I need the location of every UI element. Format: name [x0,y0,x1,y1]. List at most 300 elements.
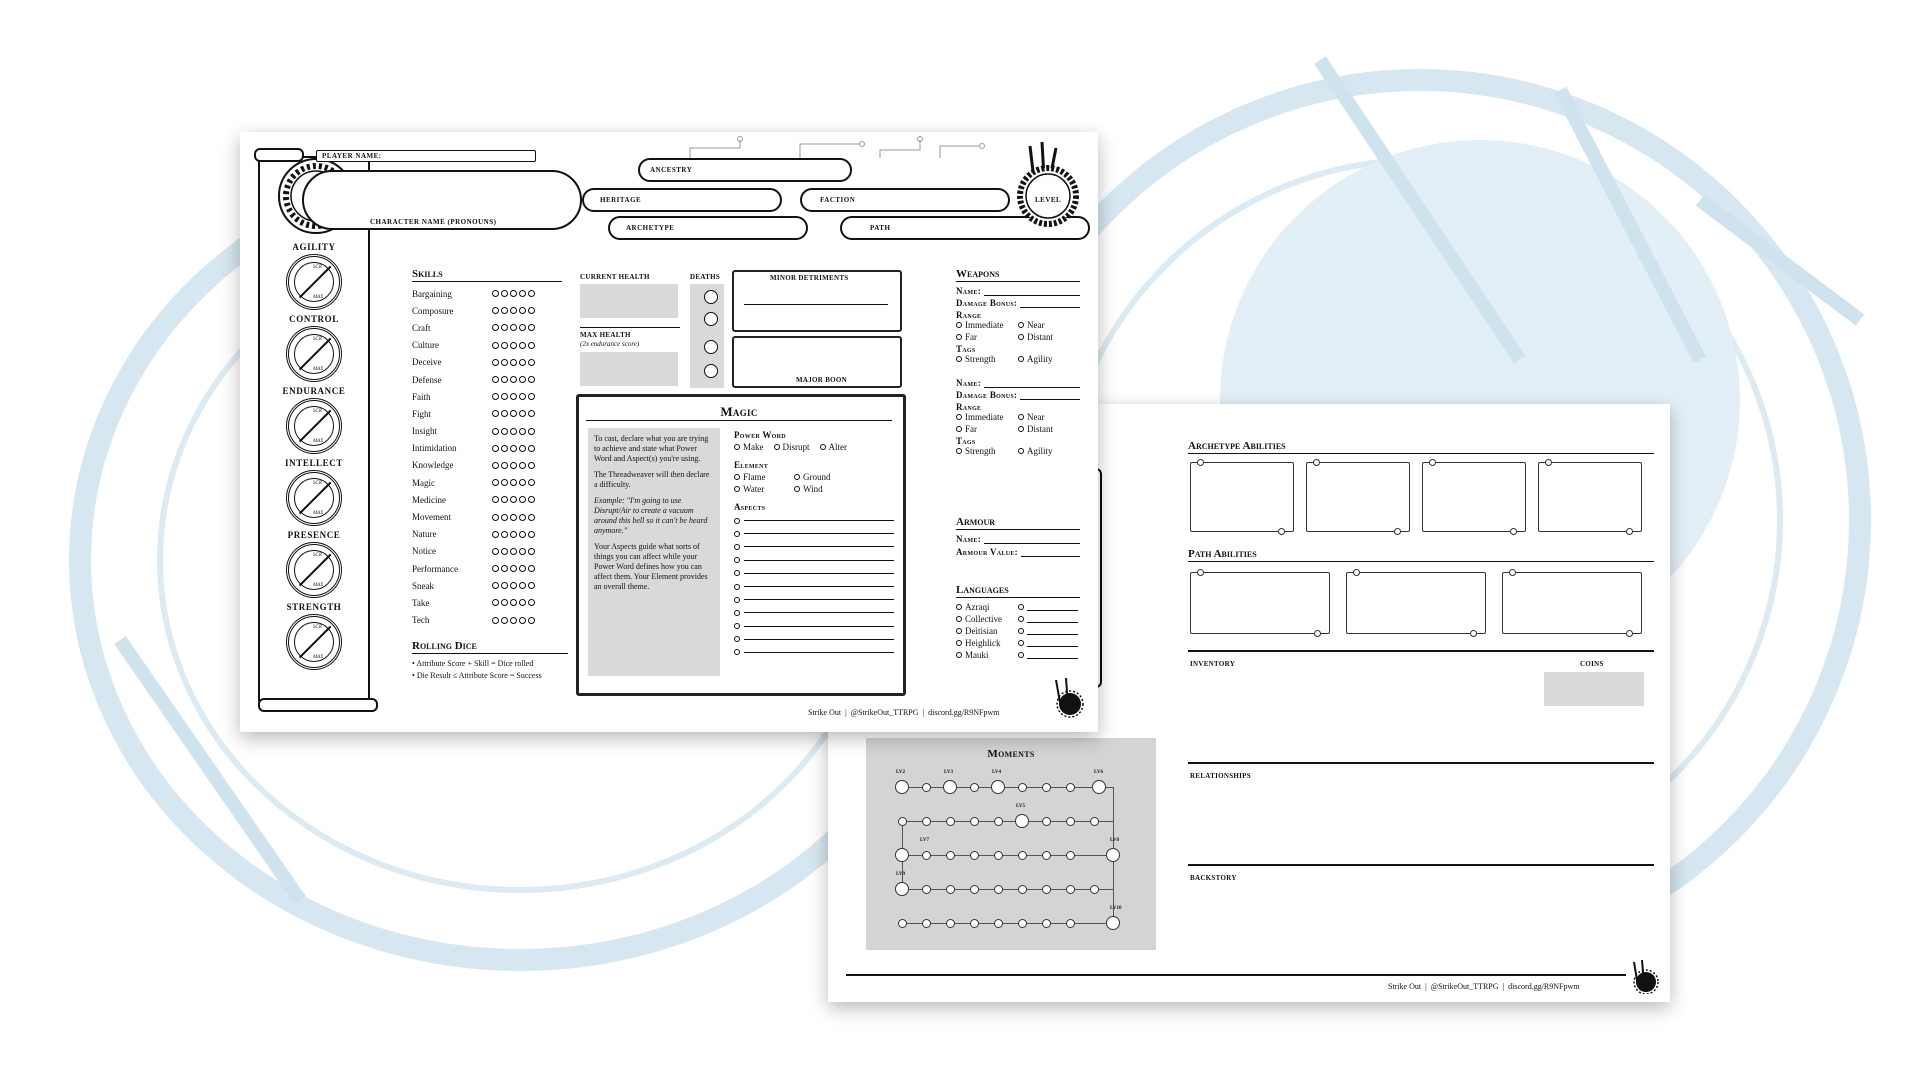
skill-pip[interactable] [492,462,499,469]
skill-pip[interactable] [492,290,499,297]
range-option[interactable]: Near [1018,320,1078,330]
skill-pip[interactable] [528,324,535,331]
range-option[interactable]: Distant [1018,332,1078,342]
skill-pip[interactable] [501,462,508,469]
armour-value-label: Armour Value: [956,547,1018,557]
power-word-option[interactable]: Make [734,442,764,452]
path-ability-slot[interactable] [1346,572,1486,634]
range-option[interactable]: Distant [1018,424,1078,434]
skill-pip[interactable] [528,445,535,452]
moment-milestone[interactable] [1015,814,1029,828]
skill-pip[interactable] [528,548,535,555]
skill-row [412,457,562,474]
moment-dot[interactable] [994,817,1003,826]
skill-pip[interactable] [501,582,508,589]
death-check[interactable] [704,340,718,354]
skill-pip[interactable] [528,531,535,538]
element-option[interactable]: Wind [794,484,854,494]
skill-name: Notice [412,546,436,557]
skill-pip[interactable] [519,324,526,331]
skill-pip[interactable] [528,565,535,572]
moment-dot[interactable] [994,885,1003,894]
element-option[interactable]: Water [734,484,794,494]
magic-title: Magic [586,404,892,421]
skill-pip[interactable] [510,548,517,555]
skill-row [412,337,562,354]
moment-dot[interactable] [898,919,907,928]
skill-pip[interactable] [519,496,526,503]
character-sheet-page-1 [240,132,1098,732]
strike-out-logo [1628,960,1660,994]
skill-pip[interactable] [501,324,508,331]
heritage-label: HERITAGE [600,196,642,204]
skill-pip[interactable] [501,410,508,417]
skill-pip[interactable] [501,428,508,435]
weapon-tags-label: Tags [956,436,976,446]
weapon-range-label: Range [956,402,982,412]
moment-dot[interactable] [946,817,955,826]
moments-panel: Moments LV2 LV3 LV4 LV5 LV6 LV7 LV8 LV9 LV10 [866,738,1156,950]
attribute-dial[interactable]: SCR MAX [286,542,342,598]
skill-pip[interactable] [519,514,526,521]
skill-pip[interactable] [519,479,526,486]
skill-pip[interactable] [501,496,508,503]
moment-milestone[interactable] [991,780,1005,794]
skill-pip[interactable] [528,496,535,503]
range-option[interactable]: Far [956,332,1018,342]
skill-row [412,388,562,405]
moment-dot[interactable] [946,851,955,860]
skill-pip[interactable] [528,359,535,366]
moment-dot[interactable] [994,919,1003,928]
range-option[interactable]: Far [956,424,1018,434]
skill-pip[interactable] [519,307,526,314]
attribute-dial[interactable]: SCR MAX [286,254,342,310]
skill-name: Bargaining [412,288,452,299]
language-option[interactable]: Deitisian [956,626,1018,636]
weapon-damage-label: Damage Bonus: [956,390,1018,400]
moment-dot[interactable] [922,885,931,894]
attribute-endurance: ENDURANCE SCR MAX [274,386,354,454]
moments-title: Moments [987,748,1035,760]
attribute-presence: PRESENCE SCR MAX [274,530,354,598]
skill-pip[interactable] [519,599,526,606]
archetype-ability-slot[interactable] [1306,462,1410,532]
moment-dot[interactable] [1042,817,1051,826]
skill-pip[interactable] [492,324,499,331]
moment-milestone[interactable] [895,848,909,862]
skill-name: Take [412,597,430,608]
moment-dot[interactable] [970,817,979,826]
aspect-slot[interactable] [734,514,894,527]
attribute-dial[interactable]: SCR MAX [286,614,342,670]
current-health-field[interactable] [580,284,678,318]
skill-pip[interactable] [510,428,517,435]
moment-dot[interactable] [922,919,931,928]
moment-dot[interactable] [946,885,955,894]
attribute-dial[interactable]: SCR MAX [286,398,342,454]
armour-title: Armour [956,516,1080,530]
moment-dot[interactable] [922,851,931,860]
skill-pip[interactable] [501,479,508,486]
moment-dot[interactable] [970,919,979,928]
skill-name: Movement [412,512,451,523]
moment-dot[interactable] [970,851,979,860]
moment-milestone[interactable] [943,780,957,794]
language-blank[interactable] [1018,638,1078,648]
moment-dot[interactable] [1042,885,1051,894]
skill-pip[interactable] [510,376,517,383]
moment-dot[interactable] [898,817,907,826]
skill-row [412,543,562,560]
weapons-title: Weapons [956,268,1080,282]
deaths-label: DEATHS [690,273,721,281]
element-option[interactable]: Ground [794,472,854,482]
moment-dot[interactable] [1018,919,1027,928]
skill-pip[interactable] [519,617,526,624]
language-option[interactable]: Heighlick [956,638,1018,648]
moment-dot[interactable] [922,817,931,826]
skill-pip[interactable] [510,617,517,624]
relationships-label: RELATIONSHIPS [1190,772,1251,780]
weapon-name-label: Name: [956,286,981,296]
path-label: PATH [870,224,891,232]
skill-pip[interactable] [528,376,535,383]
element-title: Element [734,460,769,470]
skill-pip[interactable] [519,548,526,555]
languages-title: Languages [956,584,1080,598]
skill-pip[interactable] [519,359,526,366]
circuit-decoration [680,136,1020,160]
skill-pip[interactable] [510,479,517,486]
moment-dot[interactable] [1018,851,1027,860]
skill-pip[interactable] [519,376,526,383]
aspect-slot[interactable] [734,633,894,646]
aspect-slot[interactable] [734,593,894,606]
skill-row [412,508,562,525]
current-health-label: CURRENT HEALTH [580,273,650,281]
skill-pip[interactable] [501,359,508,366]
moment-dot[interactable] [1066,919,1075,928]
weapons-panel [956,268,1080,456]
skill-name: Tech [412,615,430,626]
moment-milestone[interactable] [1106,848,1120,862]
major-boon-label: MAJOR BOON [796,376,848,384]
skill-pip[interactable] [510,359,517,366]
path-abilities-title: Path Abilities [1188,548,1654,562]
aspect-slot[interactable] [734,620,894,633]
tag-option[interactable]: Agility [1018,354,1078,364]
skill-pip[interactable] [492,376,499,383]
skill-pip[interactable] [501,599,508,606]
max-health-field[interactable] [580,352,678,386]
weapon-tags-label: Tags [956,344,976,354]
language-option[interactable]: Azraqi [956,602,1018,612]
moment-dot[interactable] [1066,885,1075,894]
skill-pip[interactable] [492,582,499,589]
skill-name: Medicine [412,494,446,505]
skill-name: Knowledge [412,460,454,471]
skill-pip[interactable] [519,445,526,452]
moment-dot[interactable] [1066,783,1075,792]
language-blank[interactable] [1018,650,1078,660]
skill-pip[interactable] [501,376,508,383]
skill-name: Fight [412,408,432,419]
moment-dot[interactable] [1018,783,1027,792]
range-option[interactable]: Immediate [956,320,1018,330]
language-blank[interactable] [1018,614,1078,624]
skill-pip[interactable] [519,290,526,297]
skill-pip[interactable] [528,462,535,469]
skill-row [412,371,562,388]
skill-pip[interactable] [501,514,508,521]
weapon-damage-label: Damage Bonus: [956,298,1018,308]
moment-dot[interactable] [922,783,931,792]
skill-row [412,440,562,457]
skill-pip[interactable] [528,393,535,400]
skill-pip[interactable] [492,393,499,400]
coins-label: COINS [1580,660,1604,668]
moment-dot[interactable] [1018,885,1027,894]
skill-pip[interactable] [510,514,517,521]
skill-pip[interactable] [528,410,535,417]
skill-pip[interactable] [510,342,517,349]
skill-name: Deceive [412,357,442,368]
power-word-option[interactable]: Disrupt [774,442,810,452]
aspect-slot[interactable] [734,540,894,553]
max-health-note: (2x endurance score) [580,340,640,348]
archetype-ability-slot[interactable] [1538,462,1642,532]
moment-dot[interactable] [1090,885,1099,894]
player-name-label: PLAYER NAME: [322,152,382,160]
archetype-ability-slot[interactable] [1190,462,1294,532]
skills-title: Skills [412,268,562,282]
rolling-dice-title: Rolling Dice [412,640,568,654]
skill-name: Defense [412,374,442,385]
skill-name: Nature [412,529,437,540]
tag-option[interactable]: Agility [1018,446,1078,456]
element-option[interactable]: Flame [734,472,794,482]
moment-dot[interactable] [1042,783,1051,792]
skill-name: Culture [412,340,439,351]
strike-out-logo [1050,678,1086,718]
skill-pip[interactable] [519,565,526,572]
skill-name: Composure [412,305,454,316]
skill-pip[interactable] [492,565,499,572]
skill-row [412,577,562,594]
skill-pip[interactable] [528,599,535,606]
minor-detriments-label: MINOR DETRIMENTS [770,274,849,282]
skill-name: Intimidation [412,443,457,454]
languages-panel [956,584,1080,662]
path-ability-slot[interactable] [1502,572,1642,634]
skill-pip[interactable] [510,531,517,538]
aspect-slot[interactable] [734,580,894,593]
moment-dot[interactable] [1090,817,1099,826]
skill-pip[interactable] [519,531,526,538]
character-name-label: CHARACTER NAME (PRONOUNS) [370,218,497,226]
skill-pip[interactable] [492,428,499,435]
skill-pip[interactable] [501,445,508,452]
skill-name: Faith [412,391,431,402]
moment-dot[interactable] [970,885,979,894]
language-blank[interactable] [1018,626,1078,636]
skill-pip[interactable] [519,462,526,469]
skill-pip[interactable] [501,342,508,349]
skill-pip[interactable] [510,462,517,469]
skill-pip[interactable] [528,582,535,589]
skill-pip[interactable] [501,531,508,538]
skill-row [412,474,562,491]
moment-milestone[interactable] [1092,780,1106,794]
skill-row [412,423,562,440]
tag-option[interactable]: Strength [956,354,1018,364]
skill-pip[interactable] [501,565,508,572]
language-option[interactable]: Collective [956,614,1018,624]
aspects-title: Aspects [734,502,766,512]
skill-row [412,354,562,371]
skill-pip[interactable] [519,582,526,589]
skill-pip[interactable] [492,531,499,538]
skill-row [412,285,562,302]
skill-pip[interactable] [528,617,535,624]
skill-pip[interactable] [510,445,517,452]
aspect-slot[interactable] [734,527,894,540]
skill-pip[interactable] [519,342,526,349]
weapon-block [956,378,1080,456]
language-option[interactable]: Mauki [956,650,1018,660]
armour-name-label: Name: [956,534,981,544]
skill-pip[interactable] [528,479,535,486]
range-option[interactable]: Near [1018,412,1078,422]
skill-pip[interactable] [528,342,535,349]
moment-dot[interactable] [1066,817,1075,826]
skill-pip[interactable] [492,479,499,486]
aspect-slot[interactable] [734,567,894,580]
skill-pip[interactable] [501,290,508,297]
skill-row [412,612,562,629]
scroll-bottom-curl [258,698,378,712]
skill-row [412,319,562,336]
power-word-title: Power Word [734,430,786,440]
skill-pip[interactable] [510,324,517,331]
skill-pip[interactable] [528,428,535,435]
skill-pip[interactable] [528,307,535,314]
death-check[interactable] [704,290,718,304]
moment-dot[interactable] [946,919,955,928]
skill-pip[interactable] [510,565,517,572]
rolling-rule: Die Result ≤ Attribute Score = Success [416,671,542,680]
moment-milestone[interactable] [895,780,909,794]
skill-pip[interactable] [492,445,499,452]
skill-name: Performance [412,563,458,574]
skill-pip[interactable] [492,514,499,521]
skill-row [412,491,562,508]
skill-pip[interactable] [492,342,499,349]
skill-pip[interactable] [492,496,499,503]
skill-row [412,560,562,577]
moment-dot[interactable] [1042,851,1051,860]
sheet2-footer: Strike Out | @StrikeOut_TTRPG | discord.gg/R9NFpwm [1388,982,1580,991]
archetype-label: ARCHETYPE [626,224,675,232]
attribute-intellect: INTELLECT SCR MAX [274,458,354,526]
moment-dot[interactable] [1042,919,1051,928]
skill-pip[interactable] [510,410,517,417]
skill-pip[interactable] [510,290,517,297]
moment-dot[interactable] [994,851,1003,860]
attribute-strength: STRENGTH SCR MAX [274,602,354,670]
ancestry-label: ANCESTRY [650,166,693,174]
weapon-block [956,286,1080,364]
skill-pip[interactable] [501,307,508,314]
tag-option[interactable]: Strength [956,446,1018,456]
attribute-control: CONTROL SCR MAX [274,314,354,382]
skill-row [412,594,562,611]
power-word-section [734,430,894,659]
faction-label: FACTION [820,196,856,204]
archetype-abilities-title: Archetype Abilities [1188,440,1654,454]
aspect-slot[interactable] [734,554,894,567]
rolling-dice-panel: Rolling Dice • Attribute Score + Skill = Dice rolled • Die Result ≤ Attribute Score = Success [412,640,568,680]
magic-instructions: To cast, declare what you are trying to achieve and state what Power Word and Aspect(s) you're using. The Threadweaver will then declare a difficulty. Example: "I'm going to use Disrupt/Air to create a vacuum around this bell so it can't be heard anymore." Your Aspects guide what sorts of things you can affect while your Power Word defines how you can affect them. Your Element provides an overall theme. [588,428,720,676]
max-health-label: MAX HEALTH [580,331,631,339]
skill-row [412,302,562,319]
backstory-label: BACKSTORY [1190,874,1237,882]
skill-pip[interactable] [492,548,499,555]
skill-pip[interactable] [492,617,499,624]
skill-name: Sneak [412,580,434,591]
skill-pip[interactable] [528,514,535,521]
sheet1-footer: Strike Out | @StrikeOut_TTRPG | discord.gg/R9NFpwm [808,708,1000,717]
skill-pip[interactable] [501,617,508,624]
skill-pip[interactable] [519,393,526,400]
skill-pip[interactable] [510,307,517,314]
weapon-range-label: Range [956,310,982,320]
skill-pip[interactable] [501,548,508,555]
aspect-slot[interactable] [734,606,894,619]
attribute-agility: AGILITY SCR MAX [274,242,354,310]
skill-pip[interactable] [510,599,517,606]
range-option[interactable]: Immediate [956,412,1018,422]
moment-milestone[interactable] [1106,916,1120,930]
skill-pip[interactable] [492,599,499,606]
moment-dot[interactable] [1066,851,1075,860]
skill-pip[interactable] [501,393,508,400]
skill-pip[interactable] [519,410,526,417]
skill-pip[interactable] [492,359,499,366]
moment-dot[interactable] [970,783,979,792]
language-blank[interactable] [1018,602,1078,612]
skill-pip[interactable] [492,410,499,417]
skill-pip[interactable] [528,290,535,297]
attribute-dial[interactable]: SCR MAX [286,470,342,526]
skill-pip[interactable] [510,393,517,400]
death-check[interactable] [704,312,718,326]
aspect-slot[interactable] [734,646,894,659]
skill-pip[interactable] [510,582,517,589]
coins-field[interactable] [1544,672,1644,706]
skill-pip[interactable] [492,307,499,314]
power-word-option[interactable]: Alter [820,442,848,452]
moment-milestone[interactable] [895,882,909,896]
archetype-ability-slot[interactable] [1422,462,1526,532]
skill-name: Craft [412,322,431,333]
death-check[interactable] [704,364,718,378]
skill-pip[interactable] [510,496,517,503]
path-ability-slot[interactable] [1190,572,1330,634]
skill-pip[interactable] [519,428,526,435]
attribute-dial[interactable]: SCR MAX [286,326,342,382]
